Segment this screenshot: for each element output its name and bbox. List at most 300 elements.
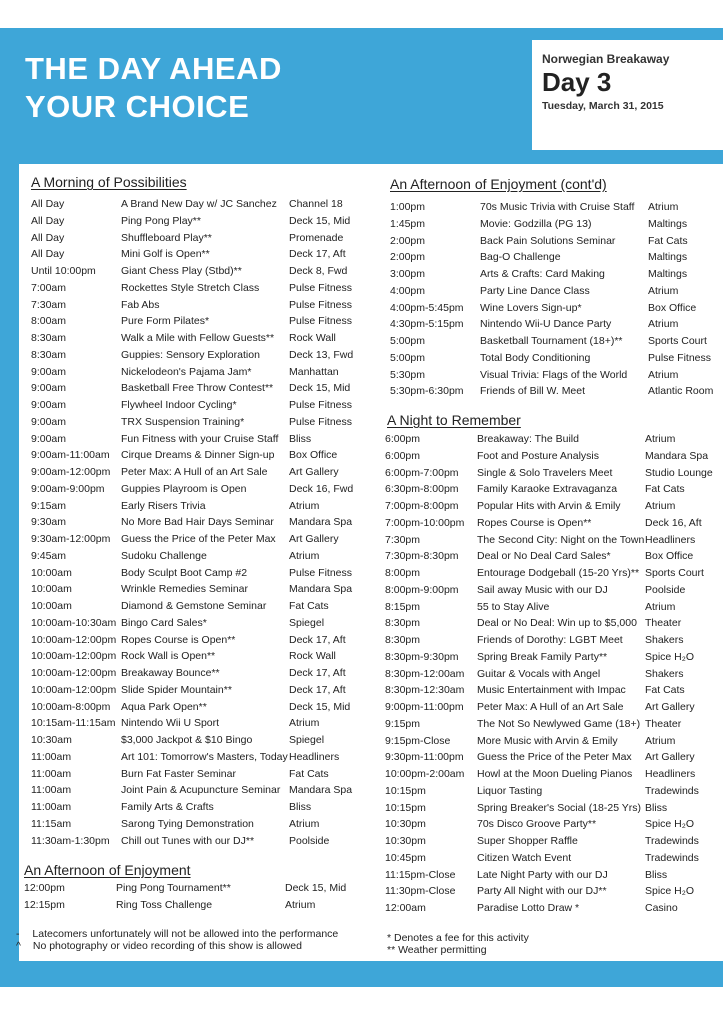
schedule-venue: Atrium	[289, 817, 320, 830]
schedule-venue: Rock Wall	[289, 332, 336, 344]
schedule-row	[385, 833, 720, 850]
day-number: Day 3	[542, 67, 612, 97]
schedule-event: Family Arts & Crafts	[121, 801, 214, 813]
schedule-event: Spring Break Family Party**	[477, 650, 608, 663]
schedule-time: 8:00pm	[385, 567, 421, 579]
schedule-venue: Headliners	[289, 750, 340, 763]
schedule-row	[385, 548, 720, 565]
schedule-time: All Day	[31, 198, 65, 210]
schedule-time: 9:30pm-11:00pm	[385, 751, 464, 764]
schedule-venue: Deck 15, Mid	[289, 382, 351, 395]
schedule-venue: Casino	[645, 902, 678, 914]
schedule-event: Deal or No Deal Card Sales*	[477, 550, 611, 563]
schedule-time: 5:30pm-6:30pm	[390, 385, 464, 398]
schedule-row	[31, 246, 371, 263]
ship-name: Norwegian Breakaway	[542, 52, 670, 66]
schedule-venue: Art Gallery	[645, 751, 695, 764]
schedule-event: Fab Abs	[121, 298, 160, 311]
schedule-venue: Sports Court	[648, 335, 707, 347]
schedule-row	[31, 414, 371, 431]
footnote-weather: ** Weather permitting	[387, 944, 487, 956]
schedule-time: 10:30pm	[385, 835, 426, 847]
schedule-row	[31, 481, 371, 498]
schedule-venue: Box Office	[289, 449, 338, 462]
schedule-time: 9:45am	[31, 549, 67, 562]
schedule-row	[385, 766, 720, 783]
schedule-venue: Atrium	[648, 284, 679, 297]
schedule-event: Entourage Dodgeball (15-20 Yrs)**	[477, 567, 640, 579]
schedule-venue: Pulse Fitness	[289, 566, 353, 579]
schedule-time: 2:00pm	[390, 251, 426, 264]
schedule-row	[31, 380, 371, 397]
schedule-event: Single & Solo Travelers Meet	[477, 466, 613, 479]
schedule-event: The Second City: Night on the Town	[477, 533, 645, 546]
schedule-time: 9:00am-11:00am	[31, 449, 110, 462]
schedule-time: 8:30pm-9:30pm	[385, 650, 459, 663]
schedule-time: 10:00am-8:00pm	[31, 700, 111, 713]
schedule-row	[31, 766, 371, 783]
schedule-event: Late Night Party with our DJ	[477, 868, 608, 881]
schedule-row	[385, 783, 720, 800]
schedule-time: 10:45pm	[385, 851, 426, 864]
schedule-row	[385, 481, 720, 498]
schedule-venue: Spice H₂O	[645, 650, 695, 663]
schedule-event: Peter Max: A Hull of an Art Sale	[477, 701, 624, 713]
schedule-venue: Pulse Fitness	[648, 351, 712, 364]
schedule-venue: Art Gallery	[289, 533, 339, 545]
schedule-event: 70s Disco Groove Party**	[477, 818, 597, 831]
schedule-time: 10:00am-10:30am	[31, 616, 117, 629]
schedule-time: 9:00pm-11:00pm	[385, 701, 464, 713]
schedule-time: 7:00pm-10:00pm	[385, 516, 465, 529]
schedule-venue: Mandara Spa	[289, 583, 353, 596]
schedule-time: 9:00am-9:00pm	[31, 482, 105, 495]
schedule-row	[390, 333, 720, 350]
schedule-event: Joint Pain & Acupuncture Seminar	[121, 784, 281, 797]
schedule-venue: Deck 13, Fwd	[289, 348, 354, 361]
schedule-event: Guess the Price of the Peter Max	[477, 751, 632, 764]
schedule-row	[31, 280, 371, 297]
schedule-row	[385, 599, 720, 616]
schedule-venue: Bliss	[645, 868, 668, 881]
schedule-row	[31, 213, 371, 230]
schedule-time: 10:00am	[31, 566, 72, 579]
schedule-time: 10:30pm	[385, 818, 426, 831]
schedule-event: Fun Fitness with your Cruise Staff	[121, 432, 279, 445]
schedule-row	[31, 263, 371, 280]
schedule-time: 10:00pm-2:00am	[385, 768, 465, 780]
schedule-row	[385, 816, 720, 833]
schedule-time: 4:00pm	[390, 284, 426, 297]
footnote-fee: * Denotes a fee for this activity	[387, 932, 529, 944]
schedule-event: The Not So Newlywed Game (18+)	[477, 717, 641, 730]
schedule-time: 10:15pm	[385, 784, 426, 797]
schedule-row	[390, 350, 720, 367]
schedule-row	[31, 799, 371, 816]
schedule-time: 9:15am	[31, 499, 67, 512]
schedule-time: All Day	[31, 231, 65, 244]
schedule-event: Visual Trivia: Flags of the World	[480, 368, 628, 381]
schedule-event: Friends of Bill W. Meet	[480, 385, 586, 398]
schedule-event: Aqua Park Open**	[121, 700, 207, 713]
schedule-venue: Fat Cats	[645, 483, 685, 496]
schedule-event: Body Sculpt Boot Camp #2	[121, 566, 248, 579]
schedule-time: 9:00am-12:00pm	[31, 466, 111, 478]
schedule-time: 11:15am	[31, 817, 72, 830]
schedule-row	[31, 196, 371, 213]
schedule-event: TRX Suspension Training*	[121, 415, 245, 428]
schedule-venue: Atrium	[289, 549, 320, 562]
schedule-venue: Headliners	[645, 768, 696, 780]
schedule-row	[31, 347, 371, 364]
schedule-time: 9:15pm	[385, 717, 421, 730]
schedule-venue: Promenade	[289, 231, 344, 244]
schedule-row	[385, 515, 720, 532]
schedule-time: 7:30am	[31, 298, 67, 311]
schedule-time: 8:30pm-12:00am	[385, 667, 465, 680]
schedule-event: Breakaway Bounce**	[121, 667, 220, 679]
schedule-event: Rock Wall is Open**	[121, 650, 216, 663]
schedule-row	[385, 649, 720, 666]
schedule-row	[31, 648, 371, 665]
footnote-latecomers: - Latecomers unfortunately will not be allowed into the performance	[16, 928, 339, 940]
schedule-time: 9:00am	[31, 365, 67, 378]
schedule-row	[31, 632, 371, 649]
schedule-time: 11:00am	[31, 767, 72, 780]
schedule-row	[385, 900, 720, 917]
schedule-row	[31, 297, 371, 314]
schedule-row	[390, 199, 720, 216]
schedule-row	[31, 816, 371, 833]
schedule-row	[31, 598, 371, 615]
schedule-row	[385, 498, 720, 515]
schedule-time: 11:30am-1:30pm	[31, 834, 110, 847]
schedule-venue: Art Gallery	[289, 466, 339, 478]
left-border-band	[0, 28, 17, 968]
schedule-event: Ring Toss Challenge	[116, 898, 213, 911]
schedule-time: 10:00am	[31, 583, 72, 596]
schedule-time: 10:00am	[31, 600, 72, 612]
schedule-event: Guppies Playroom is Open	[121, 482, 247, 495]
schedule-event: Family Karaoke Extravaganza	[477, 483, 618, 496]
schedule-time: 9:00am	[31, 382, 67, 395]
schedule-event: Ping Pong Play**	[121, 214, 201, 227]
schedule-row	[31, 833, 371, 850]
afternoon-cont-list	[390, 199, 720, 400]
schedule-venue: Sports Court	[645, 567, 704, 579]
section-title-night: A Night to Remember	[387, 412, 521, 428]
schedule-event: Rockettes Style Stretch Class	[121, 281, 260, 294]
schedule-row	[385, 666, 720, 683]
schedule-event: Breakaway: The Build	[477, 433, 579, 445]
schedule-row	[390, 316, 720, 333]
schedule-venue: Deck 16, Aft	[645, 516, 702, 529]
schedule-venue: Theater	[645, 617, 682, 630]
schedule-venue: Fat Cats	[289, 600, 329, 612]
schedule-event: Ping Pong Tournament**	[116, 882, 231, 894]
schedule-time: 6:00pm	[385, 449, 421, 462]
schedule-row	[385, 699, 720, 716]
schedule-time: 8:30pm	[385, 634, 421, 646]
schedule-event: Ropes Course is Open**	[477, 516, 592, 529]
schedule-event: Party Line Dance Class	[480, 284, 590, 297]
schedule-time: 10:15pm	[385, 801, 426, 814]
section-title-morning: A Morning of Possibilities	[31, 174, 187, 190]
schedule-venue: Pulse Fitness	[289, 281, 353, 294]
schedule-event: Friends of Dorothy: LGBT Meet	[477, 634, 623, 646]
schedule-venue: Deck 15, Mid	[285, 882, 347, 894]
schedule-venue: Bliss	[289, 801, 312, 813]
schedule-event: Deal or No Deal: Win up to $5,000	[477, 617, 637, 630]
schedule-event: Popular Hits with Arvin & Emily	[477, 500, 621, 512]
schedule-venue: Fat Cats	[648, 234, 688, 247]
schedule-event: Wine Lovers Sign-up*	[480, 301, 582, 314]
schedule-venue: Atrium	[289, 499, 320, 512]
schedule-venue: Spice H₂O	[645, 885, 695, 898]
schedule-time: 7:30pm-8:30pm	[385, 550, 459, 563]
schedule-venue: Channel 18	[289, 198, 343, 210]
schedule-row	[385, 749, 720, 766]
section-title-afternoon: An Afternoon of Enjoyment	[24, 862, 191, 878]
schedule-row	[390, 300, 720, 317]
section-title-afternoon-cont: An Afternoon of Enjoyment (cont'd)	[390, 176, 607, 192]
schedule-venue: Deck 17, Aft	[289, 667, 346, 679]
schedule-time: 8:30pm-12:30am	[385, 684, 465, 697]
schedule-event: Foot and Posture Analysis	[477, 449, 599, 462]
schedule-event: Chill out Tunes with our DJ**	[121, 834, 255, 847]
schedule-time: 3:00pm	[390, 268, 426, 280]
schedule-venue: Mandara Spa	[645, 449, 709, 462]
schedule-venue: Box Office	[645, 550, 694, 563]
schedule-time: 11:15pm-Close	[385, 868, 456, 881]
schedule-event: Ropes Course is Open**	[121, 633, 236, 646]
schedule-time: 12:00pm	[24, 882, 65, 894]
schedule-row	[385, 682, 720, 699]
schedule-time: 5:30pm	[390, 368, 426, 381]
schedule-event: Wrinkle Remedies Seminar	[121, 583, 249, 596]
schedule-time: 7:30pm	[385, 533, 421, 546]
schedule-venue: Manhattan	[289, 365, 339, 378]
schedule-venue: Atrium	[648, 201, 679, 213]
bottom-margin	[0, 987, 723, 1024]
schedule-row	[24, 880, 364, 897]
schedule-venue: Box Office	[648, 301, 697, 314]
schedule-row	[31, 431, 371, 448]
schedule-venue: Spiegel	[289, 616, 325, 629]
schedule-time: 11:00am	[31, 801, 72, 813]
night-list	[385, 431, 720, 917]
schedule-event: Giant Chess Play (Stbd)**	[121, 265, 242, 277]
schedule-time: 9:30am-12:00pm	[31, 533, 111, 545]
schedule-row	[385, 716, 720, 733]
schedule-time: 7:00pm-8:00pm	[385, 500, 459, 512]
schedule-row	[385, 615, 720, 632]
schedule-event: Bag-O Challenge	[480, 251, 561, 264]
schedule-event: Nintendo Wii-U Dance Party	[480, 318, 612, 331]
schedule-row	[385, 582, 720, 599]
schedule-event: Movie: Godzilla (PG 13)	[480, 217, 592, 230]
schedule-row	[31, 732, 371, 749]
schedule-time: 10:00am-12:00pm	[31, 633, 117, 646]
schedule-time: 10:00am-12:00pm	[31, 650, 117, 663]
schedule-event: Music Entertainment with Impac	[477, 684, 626, 697]
schedule-time: 8:00pm-9:00pm	[385, 583, 459, 596]
schedule-row	[390, 216, 720, 233]
schedule-row	[31, 464, 371, 481]
schedule-event: Back Pain Solutions Seminar	[480, 234, 616, 247]
schedule-venue: Mandara Spa	[289, 516, 353, 529]
schedule-venue: Shakers	[645, 634, 684, 646]
schedule-time: 4:00pm-5:45pm	[390, 301, 464, 314]
schedule-venue: Deck 16, Fwd	[289, 482, 354, 495]
schedule-event: Slide Spider Mountain**	[121, 683, 232, 696]
schedule-venue: Pulse Fitness	[289, 298, 353, 311]
schedule-venue: Deck 17, Aft	[289, 683, 346, 696]
schedule-time: All Day	[31, 248, 65, 261]
schedule-time: 8:00am	[31, 315, 67, 328]
schedule-time: 9:30am	[31, 516, 67, 529]
schedule-event: Howl at the Moon Dueling Pianos	[477, 768, 633, 780]
schedule-event: Sarong Tying Demonstration	[121, 817, 254, 830]
schedule-event: Basketball Tournament (18+)**	[480, 335, 623, 347]
schedule-row	[31, 313, 371, 330]
footnote-photography: ^ No photography or video recording of this show is allowed	[16, 940, 302, 952]
schedule-time: 1:00pm	[390, 201, 426, 213]
schedule-time: 6:00pm-7:00pm	[385, 466, 459, 479]
schedule-venue: Pulse Fitness	[289, 399, 353, 411]
schedule-venue: Deck 15, Mid	[289, 700, 351, 713]
schedule-time: 8:15pm	[385, 600, 421, 613]
schedule-row	[31, 615, 371, 632]
schedule-venue: Poolside	[289, 834, 330, 847]
schedule-row	[385, 565, 720, 582]
schedule-row	[31, 330, 371, 347]
schedule-venue: Deck 17, Aft	[289, 248, 346, 261]
schedule-event: Paradise Lotto Draw *	[477, 902, 580, 914]
schedule-event: Citizen Watch Event	[477, 851, 572, 864]
schedule-row	[31, 665, 371, 682]
schedule-event: Basketball Free Throw Contest**	[121, 382, 274, 395]
schedule-event: Burn Fat Faster Seminar	[121, 767, 236, 780]
schedule-venue: Atrium	[648, 368, 679, 381]
afternoon-list	[24, 880, 364, 914]
schedule-row	[390, 367, 720, 384]
schedule-time: 11:00am	[31, 784, 72, 797]
schedule-event: Cirque Dreams & Dinner Sign-up	[121, 449, 275, 462]
footer-band	[0, 961, 723, 987]
schedule-row	[385, 532, 720, 549]
schedule-row	[385, 800, 720, 817]
schedule-venue: Headliners	[645, 533, 696, 546]
schedule-venue: Bliss	[289, 432, 312, 445]
schedule-time: 10:15am-11:15am	[31, 717, 116, 730]
schedule-venue: Maltings	[648, 217, 688, 230]
schedule-time: 2:00pm	[390, 234, 426, 247]
title-line-1: THE DAY AHEAD	[25, 51, 282, 86]
schedule-venue: Atrium	[648, 318, 679, 331]
schedule-event: Liquor Tasting	[477, 784, 543, 797]
schedule-venue: Atrium	[645, 433, 676, 445]
schedule-time: 5:00pm	[390, 351, 426, 364]
schedule-row	[31, 514, 371, 531]
schedule-time: 5:00pm	[390, 335, 426, 347]
schedule-row	[390, 266, 720, 283]
schedule-row	[31, 782, 371, 799]
schedule-row	[31, 397, 371, 414]
schedule-time: 8:30pm	[385, 617, 421, 630]
schedule-time: 10:00am-12:00pm	[31, 667, 117, 679]
schedule-time: 9:00am	[31, 399, 67, 411]
schedule-venue: Pulse Fitness	[289, 415, 353, 428]
schedule-event: Guitar & Vocals with Angel	[477, 667, 601, 680]
schedule-row	[385, 431, 720, 448]
schedule-row	[31, 565, 371, 582]
schedule-time: 10:00am-12:00pm	[31, 683, 117, 696]
schedule-row	[31, 498, 371, 515]
schedule-row	[390, 383, 720, 400]
schedule-venue: Atrium	[645, 600, 676, 613]
schedule-venue: Spice H₂O	[645, 818, 695, 831]
schedule-venue: Deck 15, Mid	[289, 214, 351, 227]
day-date: Tuesday, March 31, 2015	[542, 100, 664, 112]
schedule-row	[385, 448, 720, 465]
schedule-venue: Poolside	[645, 583, 686, 596]
schedule-time: 9:00am	[31, 432, 67, 445]
footnote-mark-caret: ^	[16, 940, 21, 952]
schedule-row	[385, 733, 720, 750]
schedule-event: Pure Form Pilates*	[121, 315, 210, 328]
schedule-row	[390, 249, 720, 266]
schedule-event: 55 to Stay Alive	[477, 600, 550, 613]
schedule-venue: Atrium	[645, 500, 676, 512]
schedule-event: Flywheel Indoor Cycling*	[121, 399, 237, 411]
schedule-venue: Studio Lounge	[645, 466, 713, 479]
schedule-event: No More Bad Hair Days Seminar	[121, 516, 274, 529]
schedule-row	[31, 531, 371, 548]
schedule-event: Art 101: Tomorrow's Masters, Today	[121, 750, 288, 763]
schedule-venue: Shakers	[645, 667, 684, 680]
schedule-time: 6:00pm	[385, 433, 421, 445]
schedule-row	[31, 715, 371, 732]
schedule-venue: Tradewinds	[645, 851, 699, 864]
schedule-row	[390, 283, 720, 300]
schedule-venue: Deck 17, Aft	[289, 633, 346, 646]
schedule-time: 7:00am	[31, 281, 67, 294]
ship-info-box	[532, 40, 723, 150]
schedule-time: Until 10:00pm	[31, 265, 96, 277]
schedule-time: 11:30pm-Close	[385, 885, 456, 898]
schedule-row	[31, 548, 371, 565]
schedule-row	[31, 581, 371, 598]
schedule-event: Spring Breaker's Social (18-25 Yrs)	[477, 801, 642, 814]
schedule-row	[385, 465, 720, 482]
schedule-event: Sail away Music with our DJ	[477, 583, 608, 596]
schedule-event: Total Body Conditioning	[480, 351, 591, 364]
schedule-venue: Tradewinds	[645, 784, 699, 797]
schedule-event: 70s Music Trivia with Cruise Staff	[480, 201, 635, 213]
schedule-row	[31, 364, 371, 381]
schedule-row	[31, 699, 371, 716]
schedule-venue: Atrium	[285, 898, 316, 911]
title-line-2: YOUR CHOICE	[25, 89, 250, 124]
schedule-time: 12:00am	[385, 902, 426, 914]
schedule-event: Super Shopper Raffle	[477, 835, 578, 847]
schedule-row	[31, 749, 371, 766]
schedule-time: 11:00am	[31, 750, 72, 763]
schedule-venue: Tradewinds	[645, 835, 699, 847]
schedule-venue: Pulse Fitness	[289, 315, 353, 328]
schedule-event: Mini Golf is Open**	[121, 248, 210, 261]
